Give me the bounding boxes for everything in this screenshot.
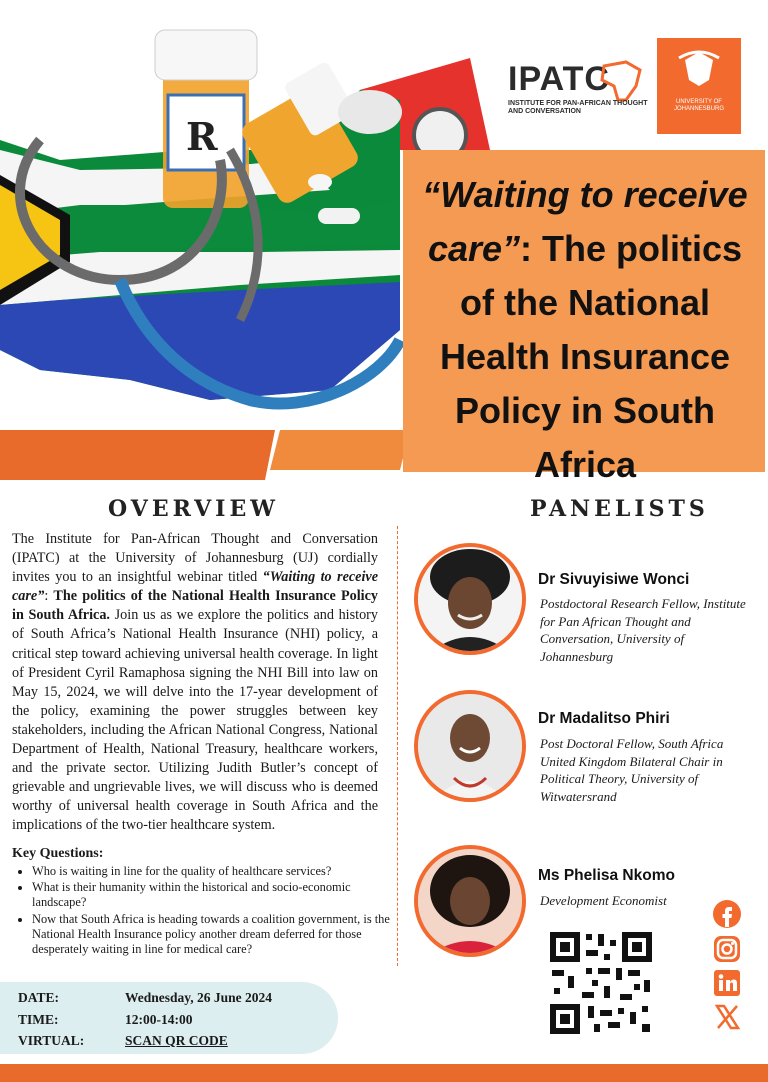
avatar	[414, 845, 526, 957]
date-label: DATE:	[18, 990, 60, 1005]
overview-quote: “Waiting to receive care”	[12, 569, 378, 605]
date-value: Wednesday, 26 June 2024	[125, 990, 273, 1005]
title-rest: : The politics of the National Health Insurance Policy in South Africa	[439, 228, 743, 485]
overview-bold: The politics of the National Health Insurance Policy in South Africa.	[12, 588, 378, 624]
overview-intro: The Institute for Pan-African Thought and Conversation (IPATC) at the University of Johannesburg (UJ) cordially invites you to an insightful webinar titled	[12, 531, 378, 586]
list-item: • Now that South Africa is heading towards a coalition government, is the National Health Insurance policy another dream deferred for those desperately waiting in line for medical care?	[32, 912, 404, 958]
linkedin-icon[interactable]	[712, 968, 742, 998]
title-quote: “Waiting to receive care”	[422, 174, 748, 269]
person-photo-icon	[418, 694, 522, 798]
overview-colon: :	[44, 588, 54, 605]
overview-body: Join us as we explore the politics and history of South Africa’s National Health Insurance (NHI) policy, a critical step toward achieving universal health coverage. In light of President Cyril Ramaphosa signing the NHI Bill into law on May 15, 2024, we will delve into the 17-year development of the policy, examining the power struggles between key stakeholders, including the African National Congress, National Department of Health, National Treasury, healthcare workers, and the private sector. Utilizing Judith Butler’s concept of grievable and ungrievable lives, we will discuss who is deemed worthy of universal health coverage in South Africa and the implications of the two-tier healthcare system.	[12, 607, 378, 834]
ipatc-logo-text: IPATC	[508, 60, 610, 98]
instagram-icon[interactable]	[712, 934, 742, 964]
panelist-name: Dr Madalitso Phiri	[538, 710, 670, 727]
list-item: • Who is waiting in line for the quality of healthcare services?	[32, 864, 404, 879]
scan-qr-link[interactable]: SCAN QR CODE	[125, 1033, 228, 1048]
key-questions-title: Key Questions:	[12, 846, 104, 861]
person-photo-icon	[418, 547, 522, 651]
qr-code[interactable]	[546, 928, 656, 1038]
svg-text:R: R	[186, 114, 218, 159]
panelist-name: Ms Phelisa Nkomo	[538, 867, 675, 884]
virtual-label: VIRTUAL:	[18, 1033, 85, 1048]
panelists-heading: PANELISTS	[530, 496, 709, 522]
key-questions-list	[12, 864, 404, 958]
bottom-bar	[0, 1064, 768, 1082]
university-logo	[657, 38, 741, 134]
panelist-name: Dr Sivuyisiwe Wonci	[538, 571, 690, 588]
orange-band-mid	[270, 430, 410, 470]
panelist-role: Postdoctoral Research Fellow, Institute for Pan African Thought and Conversation, University of Johannesburg	[540, 596, 746, 664]
uj-crest-icon	[657, 38, 741, 98]
list-item: • What is their humanity within the historical and socio-economic landscape?	[32, 880, 404, 910]
university-label: UNIVERSITY OF JOHANNESBURG	[673, 99, 724, 112]
page-title	[410, 168, 760, 492]
avatar	[414, 543, 526, 655]
africa-map-icon	[596, 60, 646, 104]
panelist-role: Post Doctoral Fellow, South Africa United Kingdom Bilateral Chair in Political Theory, University of Witwatersrand	[540, 736, 724, 804]
time-label: TIME:	[18, 1012, 59, 1027]
panelist-role: Development Economist	[540, 893, 667, 908]
overview-paragraph	[12, 530, 378, 836]
ipatc-subtitle: INSTITUTE FOR PAN-AFRICAN THOUGHT AND CONVERSATION	[508, 100, 648, 115]
orange-band-left	[0, 430, 275, 480]
time-value: 12:00-14:00	[125, 1012, 193, 1027]
avatar	[414, 690, 526, 802]
person-photo-icon	[418, 849, 522, 953]
facebook-icon[interactable]	[712, 899, 742, 929]
overview-heading: OVERVIEW	[108, 496, 279, 522]
x-icon[interactable]	[712, 1002, 742, 1032]
